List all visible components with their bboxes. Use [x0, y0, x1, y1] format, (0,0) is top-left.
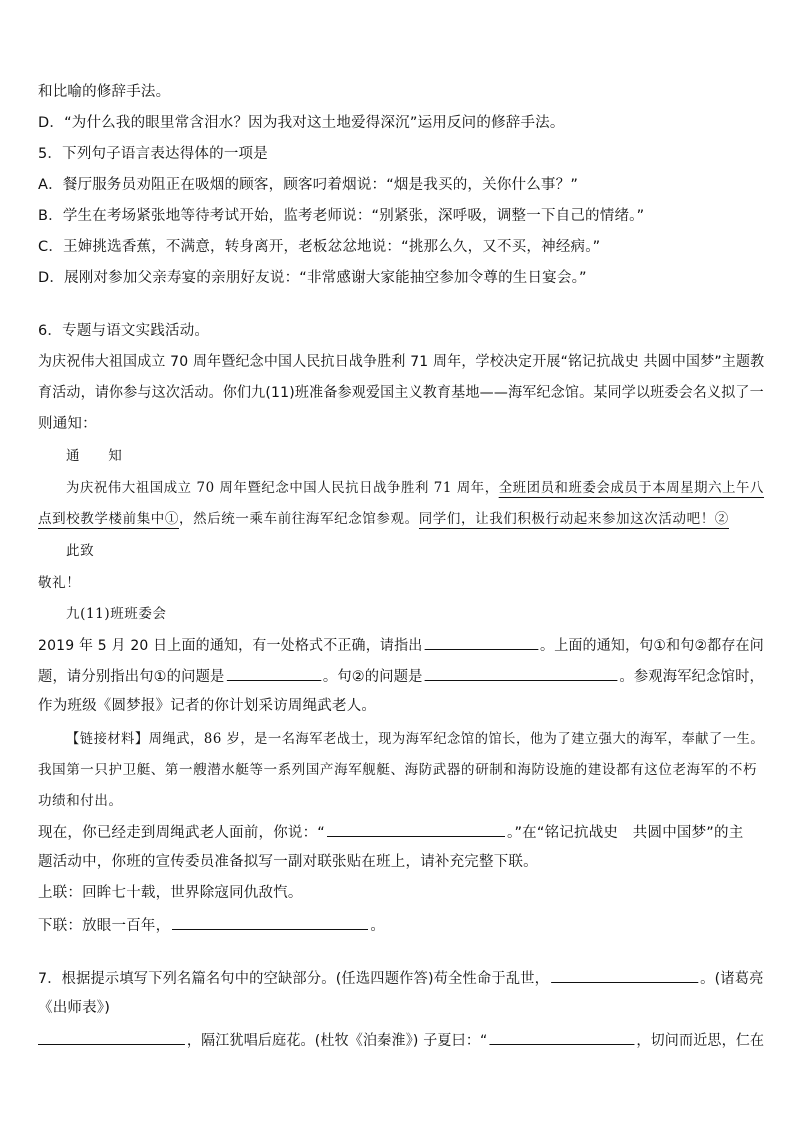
answer-blank[interactable] — [172, 914, 368, 930]
question-7-line: ，隔江犹唱后庭花。(杜牧《泊秦淮》) 子夏曰：“ ，切问而近思，仁在 — [38, 1029, 764, 1051]
text-line: 和比喻的修辞手法。 — [38, 84, 171, 100]
question-6-task-1: 2019 年 5 月 20 日上面的通知，有一处格式不正确，请指出 。上面的通知，句①和句②都存在问 — [38, 634, 764, 656]
question-5-option-d: D．展刚对参加父亲寿宴的亲朋好友说：“非常感谢大家能抽空参加令尊的生日宴会。” — [38, 270, 587, 286]
notice-jingli: 敬礼！ — [38, 575, 81, 591]
notice-signature: 九(11)班班委会 — [66, 606, 167, 622]
question-6-couplet-prompt: 题活动中，你班的宣传委员准备拟写一副对联张贴在班上，请补充完整下联。 — [38, 854, 538, 870]
question-6-task-2: 题，请分别指出句①的问题是 。句②的问题是 。参观海军纪念馆时， — [38, 665, 764, 687]
question-6-interview: 现在，你已经走到周绳武老人面前，你说：“ 。”在“铭记抗战史 共圆中国梦”的主 — [38, 821, 743, 843]
option-d-previous: D．“为什么我的眼里常含泪水？因为我对这土地爱得深沉”运用反问的修辞手法。 — [38, 115, 565, 131]
question-5-option-b: B．学生在考场紧张地等待考试开始，监考老师说：“别紧张，深呼吸，调整一下自己的情绪。” — [38, 208, 645, 224]
answer-blank[interactable] — [226, 665, 320, 681]
answer-blank[interactable] — [489, 1029, 634, 1045]
question-7-title: 7．根据提示填写下列名篇名句中的空缺部分。(任选四题作答)苟全性命于乱世， 。(诸葛亮 — [38, 967, 764, 989]
notice-underlined-sentence-2: 同学们，让我们积极行动起来参加这次活动吧！② — [418, 511, 729, 527]
answer-blank[interactable] — [327, 821, 505, 837]
question-5-option-a: A．餐厅服务员劝阻正在吸烟的顾客，顾客叼着烟说：“烟是我买的，关你什么事？” — [38, 177, 579, 193]
question-6-title: 6．专题与语文实践活动。 — [38, 323, 210, 339]
link-material: 我国第一只护卫艇、第一艘潜水艇等一系列国产海军舰艇、海防武器的研制和海防设施的建设都有这位老海军的不朽 — [38, 762, 758, 778]
question-6-intro: 为庆祝伟大祖国成立 70 周年暨纪念中国人民抗日战争胜利 71 周年，学校决定开展“铭记抗战史 共圆中国梦”主题教 — [38, 354, 765, 370]
answer-blank[interactable] — [424, 634, 538, 650]
question-5-option-c: C．王婶挑选香蕉，不满意，转身离开，老板忿忿地说：“挑那么久，又不买，神经病。” — [38, 239, 601, 255]
answer-blank[interactable] — [38, 1029, 185, 1045]
question-7-source: 《出师表》) — [38, 1000, 111, 1016]
notice-body-line: 为庆祝伟大祖国成立 70 周年暨纪念中国人民抗日战争胜利 71 周年，全班团员和班委会成员于本周星期六上午八 — [66, 480, 764, 496]
notice-underlined-sentence-1: 全班团员和班委会成员于本周星期六上午八 — [498, 480, 764, 496]
question-5-title: 5．下列句子语言表达得体的一项是 — [38, 146, 268, 162]
notice-underlined-sentence-1: 点到校教学楼前集中① — [38, 511, 179, 527]
link-material: 功绩和付出。 — [38, 793, 123, 809]
link-material: 【链接材料】周绳武，86 岁，是一名海军老战士，现为海军纪念馆的馆长，他为了建立强大的海军，奉献了一生。 — [66, 731, 765, 747]
question-6-intro: 则通知： — [38, 416, 97, 432]
answer-blank[interactable] — [425, 665, 618, 681]
notice-body-line: 点到校教学楼前集中①，然后统一乘车前往海军纪念馆参观。同学们，让我们积极行动起来参加这次活动吧！② — [38, 511, 729, 527]
answer-blank[interactable] — [551, 967, 698, 983]
question-6-intro: 育活动，请你参与这次活动。你们九(11)班准备参观爱国主义教育基地——海军纪念馆。某同学以班委会名义拟了一 — [38, 385, 764, 401]
question-6-task-3: 作为班级《圆梦报》记者的你计划采访周绳武老人。 — [38, 698, 377, 714]
notice-cizhi: 此致 — [66, 543, 95, 559]
couplet-upper: 上联：回眸七十载，世界除寇同仇敌忾。 — [38, 885, 303, 901]
couplet-lower: 下联：放眼一百年， 。 — [38, 914, 385, 936]
notice-title: 通 知 — [66, 448, 123, 464]
